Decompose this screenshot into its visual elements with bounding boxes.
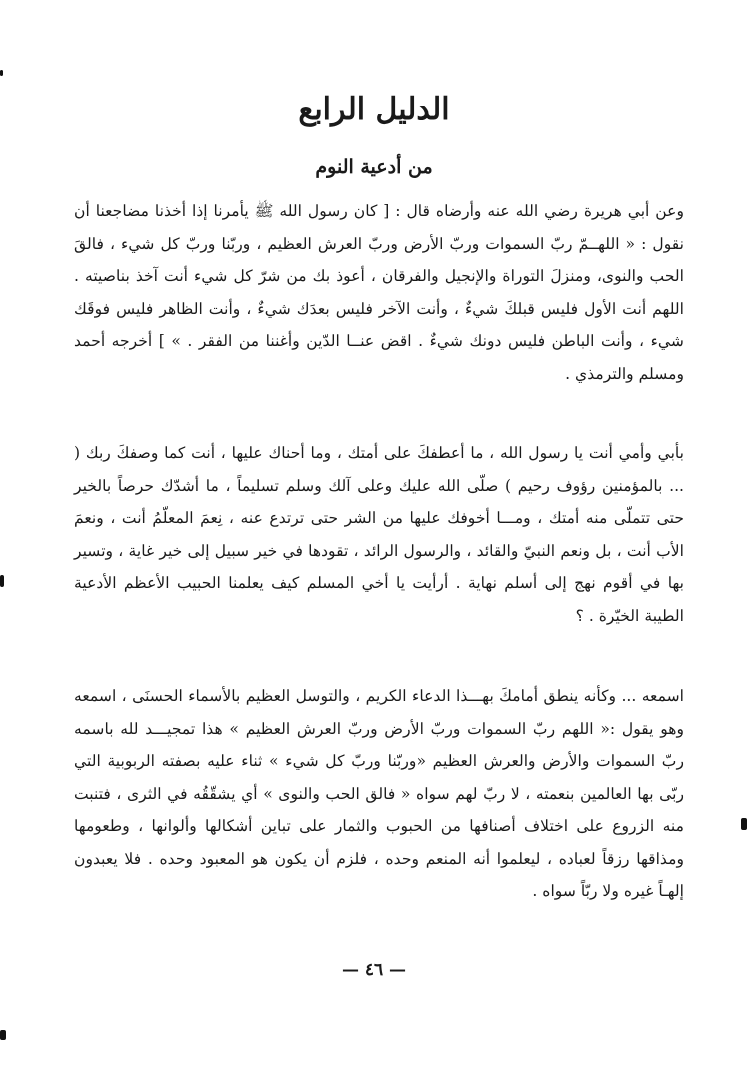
paragraph-text: وعن أبي هريرة رضي الله عنه وأرضاه قال : [ كان رسول الله ﷺ يأمرنا إذا أخذنا مضاجعنا أن نقول : « اللهــمّ ربّ السموات وربّ الأرض وربّ العرش العظيم ، وربّنا وربّ كل شيء ، فالقَ الحب والنوى، ومنزلَ التوراة والإنجيل والفرقان ، أعوذ بك من شرّ كل شيء أنت آخذ بناصيته . اللهم أنت الأول فليس قبلكَ شيءٌ ، وأنت الآخر فليس بعدَك شيءٌ ، وأنت الظاهر فليس فوقَك شيء ، وأنت الباطن فليس دونك شيءٌ . اقض عنــا الدّين وأغننا من الفقر . » ] أخرجه أحمد ومسلم والترمذي .: [74, 202, 684, 383]
scan-speck: [741, 818, 747, 830]
paragraph-text: بأبي وأمي أنت يا رسول الله ، ما أعطفكَ على أمتك ، وما أحناك عليها ، أنت كما وصفكَ ربك ( ... بالمؤمنين رؤوف رحيم ) صلّى الله عليك وعلى آلك وسلم تسليماً ، ما أشدّك حرصاً بالخير حتى تتملّى منه أمتك ، ومـــا أخوفك عليها من الشر حتى ترتدع عنه ، نِعمَ المعلّمُ أنت ، ونعمَ الأب أنت ، بل ونعم النبيّ والقائد ، والرسول الرائد ، تقودها في خير سبيل إلى خير غاية ، وتسير بها في أقوم نهج إلى أسلم نهاية . أرأيت يا أخي المسلم كيف يعلمنا الحبيب الأعظم الأدعية الطيبة الخيّرة . ؟: [74, 444, 684, 625]
section-title: الدليل الرابع: [298, 92, 450, 127]
page-number: — ٤٦ —: [341, 960, 407, 980]
scan-speck: [0, 70, 3, 76]
paragraph-commentary: [74, 437, 684, 632]
scan-speck: [0, 1030, 6, 1040]
paragraph-text: اسمعه ... وكأنه ينطق أمامكَ بهـــذا الدعاء الكريم ، والتوسل العظيم بالأسماء الحسنَى ، اسمعه وهو يقول :« اللهم ربّ السموات وربّ الأرض وربّ العرش العظيم » هذا تمجيـــد لله باسمه ربّ السموات والأرض والعرش العظيم «وربّنا وربّ كل شيء » ثناء عليه بصفته الربوبية التي ربّى بها العالمين بنعمته ، لا ربّ لهم سواه « فالق الحب والنوى » أي يشقّقُه في الثرى ، فتنبت منه الزروع على اختلاف أصنافها من الحبوب والثمار على تباين أشكالها وألوانها ، وطعومها ومذاقها رزقاً لعباده ، ليعلموا أنه المنعم وحده ، فلزم أن يكون هو المعبود وحده . فلا يعبدون إلهـاً غيره ولا ربّاً سواه .: [74, 687, 684, 900]
paragraph-hadith: [74, 195, 684, 390]
section-subtitle: من أدعية النوم: [315, 156, 433, 178]
scan-speck: [0, 575, 4, 587]
paragraph-explanation: [74, 680, 684, 908]
